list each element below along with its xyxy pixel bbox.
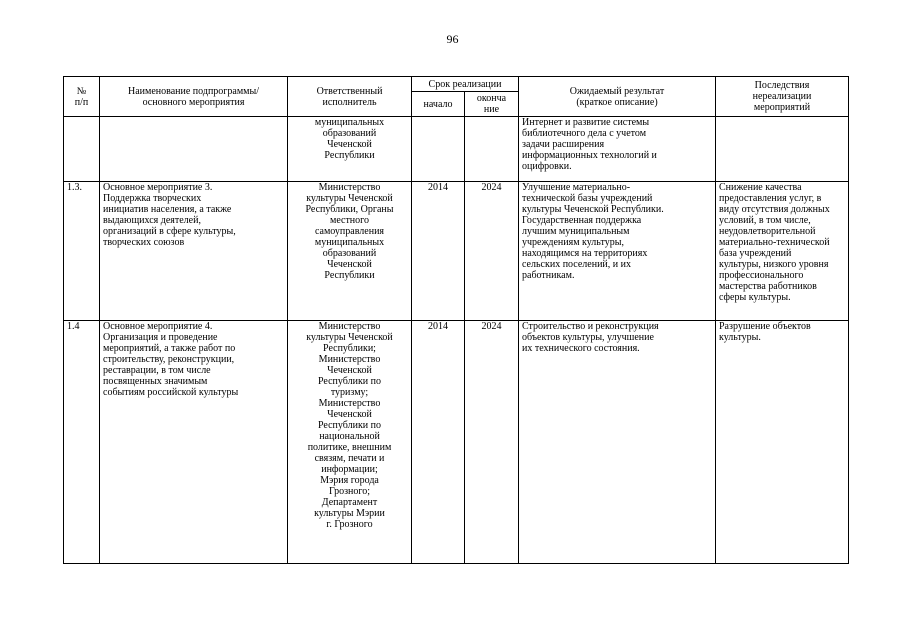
header-result: Ожидаемый результат (краткое описание) xyxy=(519,77,716,117)
row-name: Основное мероприятие 4. Организация и проведение мероприятий, а также работ по строительству, реконструкции, реставрации, в том числе посвященных значимым событиям российской культуры xyxy=(100,321,288,564)
header-period: Срок реализации xyxy=(412,77,519,92)
row-result: Строительство и реконструкция объектов культуры, улучшение их технического состояния. xyxy=(519,321,716,564)
row-num: 1.3. xyxy=(64,182,100,321)
row-end: 2024 xyxy=(465,182,519,321)
header-num: № п/п xyxy=(64,77,100,117)
table-header xyxy=(64,77,849,117)
row-start xyxy=(412,117,465,182)
program-table xyxy=(63,76,849,564)
row-consequences: Снижение качества предоставления услуг, в виду отсутствия должных условий, в том числе, неудовлетворительной материально-технической база учреждений культуры, низкого уровня профессионального мастерства работников сферы культуры. xyxy=(716,182,849,321)
row-end xyxy=(465,117,519,182)
header-end: оконча ние xyxy=(465,92,519,117)
page-number: 96 xyxy=(446,32,459,46)
row-executor: Министерство культуры Чеченской Республики, Органы местного самоуправления муниципальных образований Чеченской Республики xyxy=(288,182,412,321)
header-consequences: Последствия нереализации мероприятий xyxy=(716,77,849,117)
header-name: Наименование подпрограммы/ основного мероприятия xyxy=(100,77,288,117)
row-start: 2014 xyxy=(412,321,465,564)
table-row xyxy=(64,321,849,564)
row-result: Улучшение материально- технической базы учреждений культуры Чеченской Республики. Государственная поддержка лучшим муниципальным учреждениям культуры, находящимся на территориях сельских поселений, и их работникам. xyxy=(519,182,716,321)
row-num: 1.4 xyxy=(64,321,100,564)
row-name: Основное мероприятие 3. Поддержка творческих инициатив населения, а также выдающихся деятелей, организаций в сфере культуры, творческих союзов xyxy=(100,182,288,321)
row-result: Интернет и развитие системы библиотечного дела с учетом задачи расширения информационных технологий и оцифровки. xyxy=(519,117,716,182)
row-num xyxy=(64,117,100,182)
row-executor: Министерство культуры Чеченской Республики; Министерство Чеченской Республики по туризму; Министерство Чеченской Республики по национальной политике, внешним связям, печати и информации; Мэрия города Грозного; Департамент культуры Мэрии г. Грозного xyxy=(288,321,412,564)
header-executor: Ответственный исполнитель xyxy=(288,77,412,117)
row-consequences xyxy=(716,117,849,182)
row-end: 2024 xyxy=(465,321,519,564)
row-consequences: Разрушение объектов культуры. xyxy=(716,321,849,564)
row-name xyxy=(100,117,288,182)
row-start: 2014 xyxy=(412,182,465,321)
table-row xyxy=(64,117,849,182)
row-executor: муниципальных образований Чеченской Республики xyxy=(288,117,412,182)
header-start: начало xyxy=(412,92,465,117)
table-row xyxy=(64,182,849,321)
